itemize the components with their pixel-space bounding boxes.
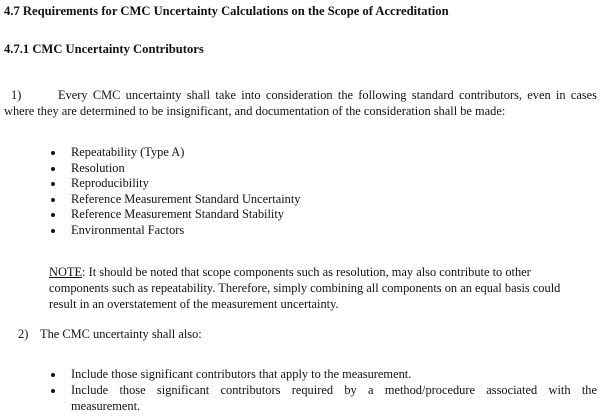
bullet-icon: [51, 167, 55, 171]
bullet-icon: [51, 229, 55, 233]
bullet-icon: [51, 213, 55, 217]
bullet-icon: [51, 389, 55, 393]
note-label: NOTE: [49, 265, 83, 279]
contributor-list: [49, 145, 300, 239]
point-2-text: The CMC uncertainty shall also:: [40, 327, 202, 341]
bullet-icon: [51, 151, 55, 155]
note-line-1: NOTE: It should be noted that scope components such as resolution, may also contribute to other: [49, 265, 531, 279]
list-item: Reference Measurement Standard Uncertainty: [49, 192, 300, 208]
bullet-icon: [51, 373, 55, 377]
note-line-2: components such as repeatability. Therefore, simply combining all components on an equal basis could: [49, 281, 561, 295]
list-item: Reproducibility: [49, 176, 300, 192]
section-heading: 4.7 Requirements for CMC Uncertainty Calculations on the Scope of Accreditation: [4, 4, 449, 18]
list-item: Resolution: [49, 161, 300, 177]
bullet-icon: [51, 182, 55, 186]
bullet-icon: [51, 198, 55, 202]
list-item: Environmental Factors: [49, 223, 300, 239]
point-1-text-line-2: where they are determined to be insignificant, and documentation of the consideration shall be made:: [4, 104, 506, 118]
point-2-number: 2): [18, 327, 29, 341]
subsection-heading: 4.7.1 CMC Uncertainty Contributors: [4, 42, 204, 56]
list-item: Repeatability (Type A): [49, 145, 300, 161]
point-1-text-line-1: Every CMC uncertainty shall take into consideration the following standard contributors, even in cases: [58, 88, 597, 102]
list-item: Reference Measurement Standard Stability: [49, 207, 300, 223]
note-line-3: result in an overstatement of the measurement uncertainty.: [49, 297, 339, 311]
list-item: Include those significant contributors required by a method/procedure associated with the measurement.: [49, 383, 597, 415]
point-1-number: 1): [11, 88, 22, 102]
